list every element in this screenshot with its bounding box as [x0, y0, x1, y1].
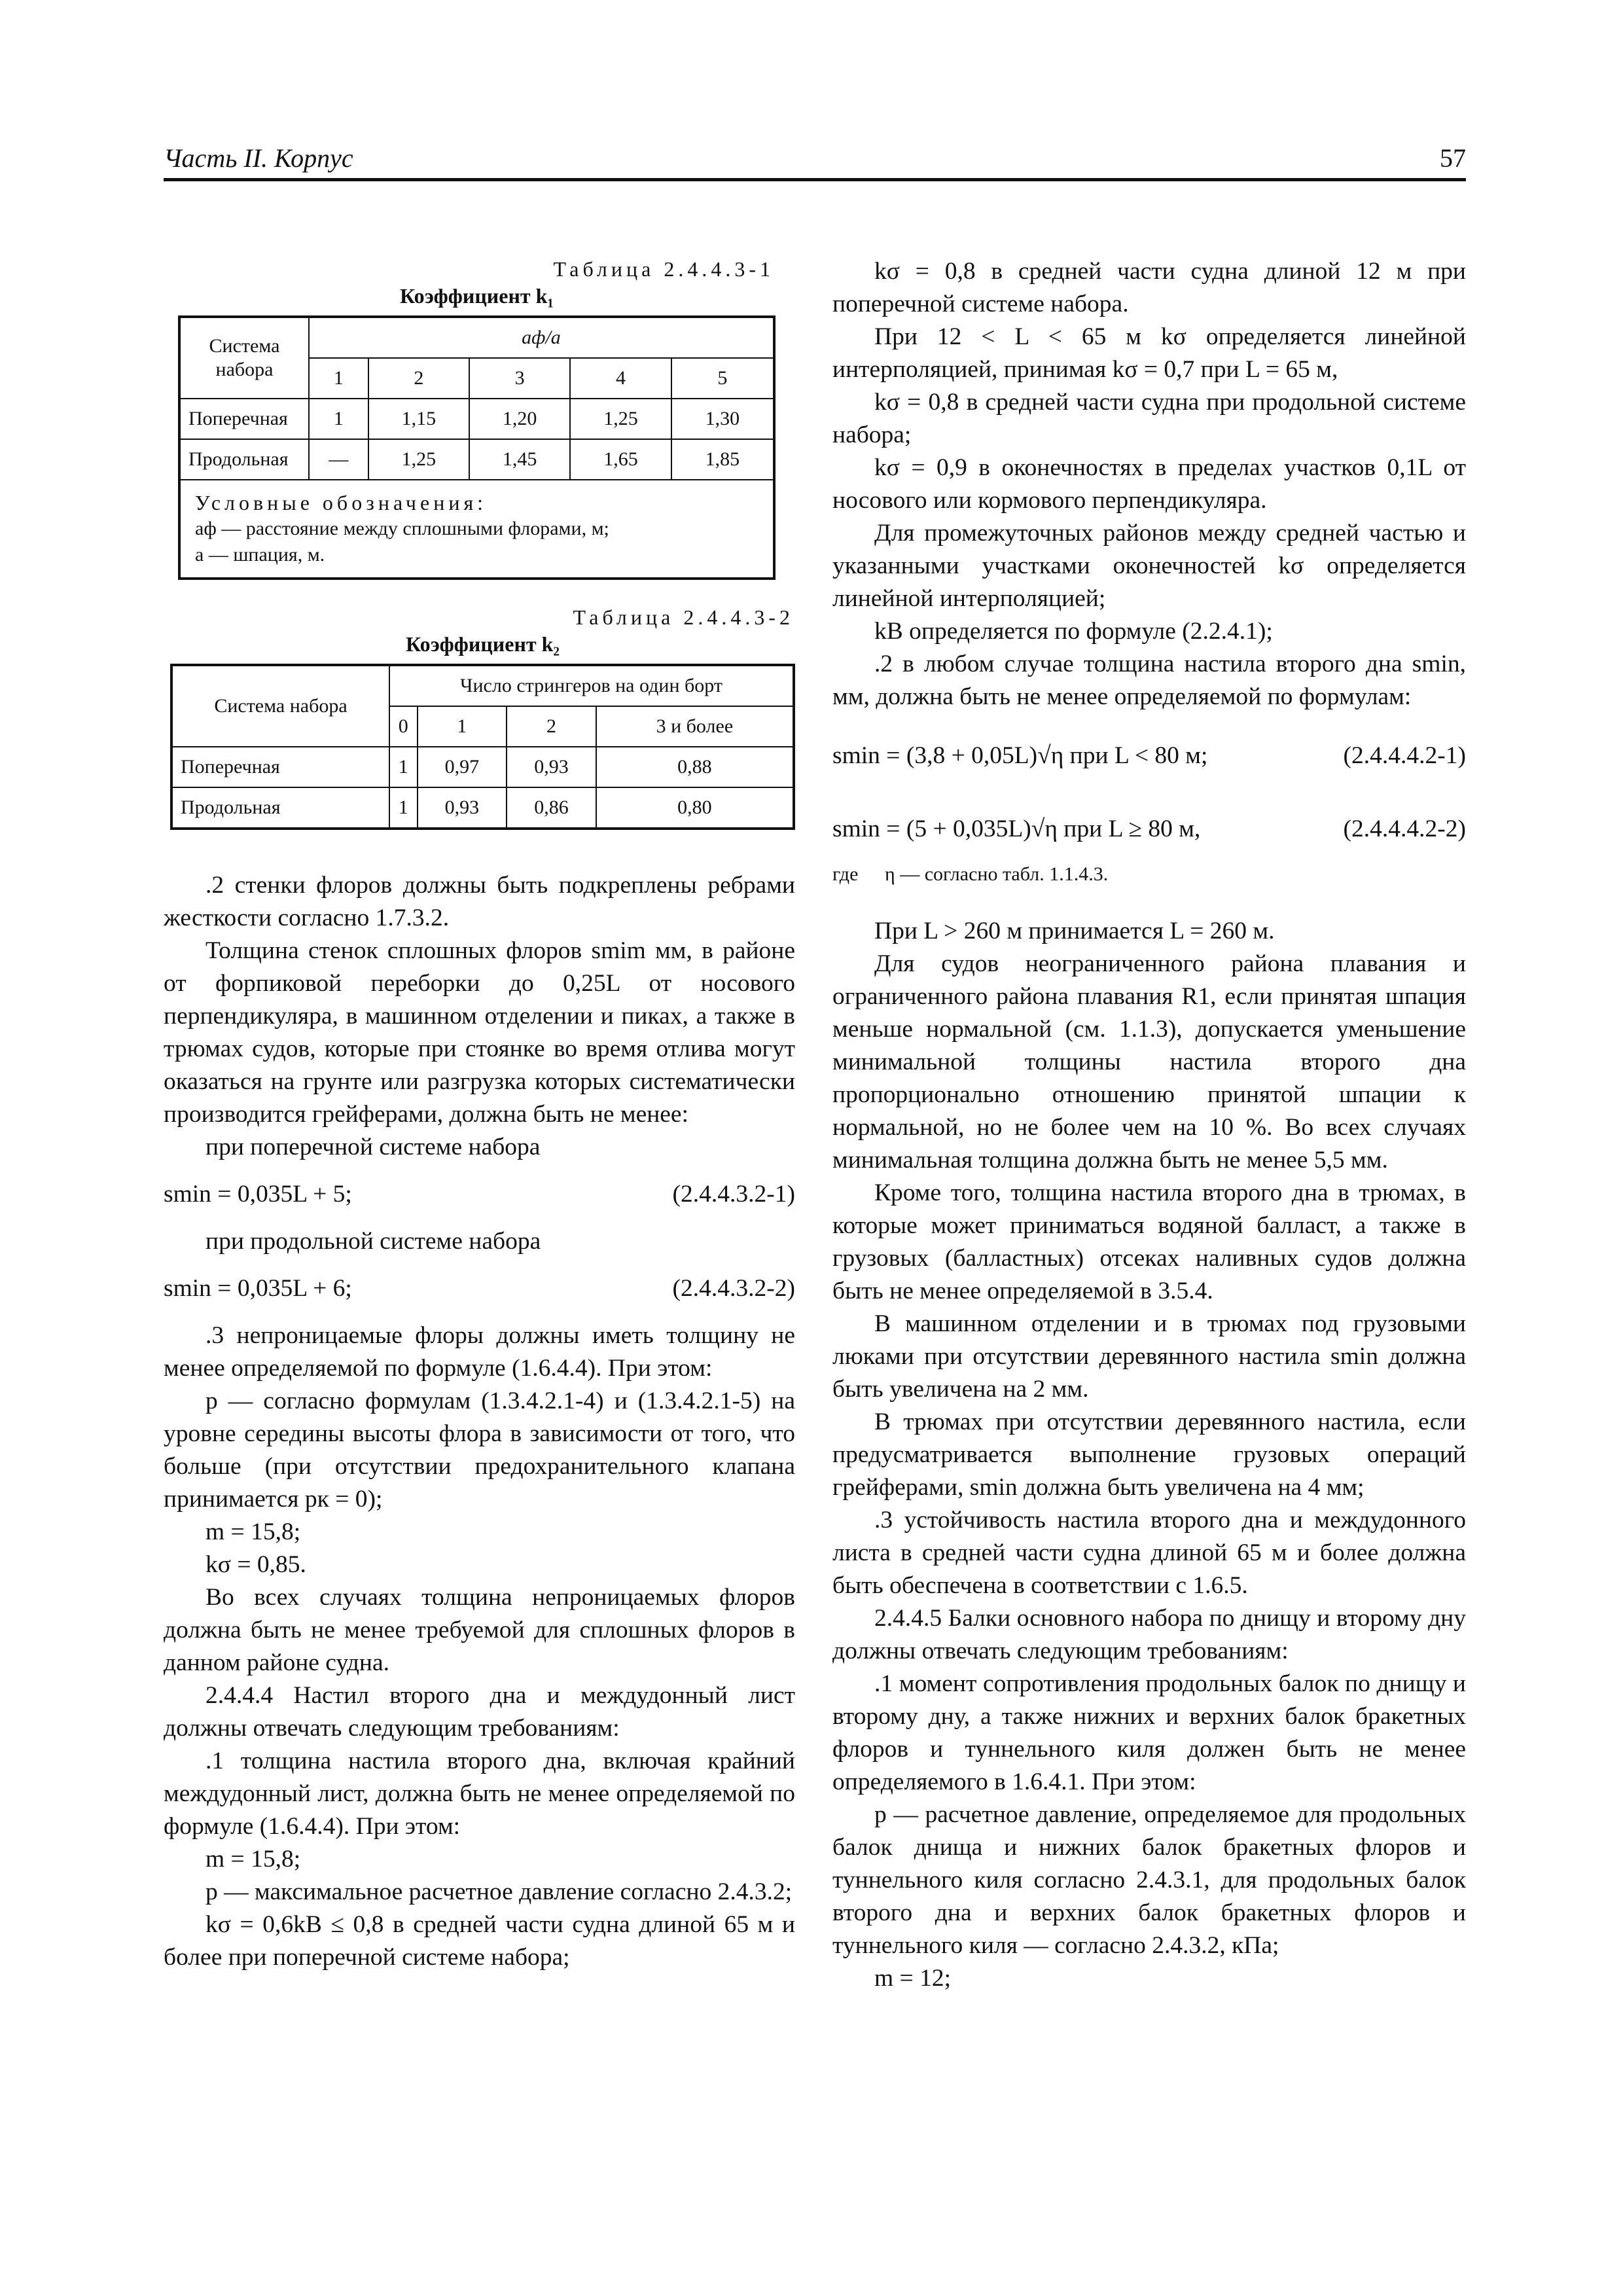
header-rule [164, 178, 1466, 181]
left-column [164, 255, 795, 1974]
table-cell: 1,25 [570, 399, 671, 439]
table-cell: 0,93 [418, 787, 507, 829]
table-2-col-4: 3 и более [596, 706, 794, 747]
table-2-row-label: Поперечная [171, 747, 389, 787]
formula [832, 740, 1466, 772]
table-row [179, 399, 774, 439]
table-1-legend [179, 480, 774, 579]
table-1-col-4: 4 [570, 358, 671, 399]
table-1-header-group: aф/a [309, 317, 774, 358]
table-1-row-label: Поперечная [179, 399, 309, 439]
table-2-block [170, 603, 795, 830]
table-1-header-system: Система набора [179, 317, 309, 399]
table-cell: 1,25 [368, 439, 469, 480]
paragraph: m = 12; [874, 1965, 951, 1992]
paragraph: p — максимальное расчетное давление согласно 2.4.3.2; [205, 1878, 793, 1905]
paragraph: Во всех случаях толщина непроницаемых флоров должна быть не менее требуемой для сплошных флоров в данном районе судна. [164, 1584, 795, 1676]
table-cell: 1,65 [570, 439, 671, 480]
table-1-col-5: 5 [671, 358, 774, 399]
table-2-col-1: 0 [389, 706, 418, 747]
table-cell: 0,86 [507, 787, 596, 829]
paragraph: kσ = 0,85. [205, 1551, 306, 1578]
formula-number: (2.4.4.4.2-1) [1343, 742, 1466, 769]
formula-number: (2.4.4.3.2-2) [672, 1275, 795, 1302]
table-1-row-label: Продольная [179, 439, 309, 480]
table-cell: 1,85 [671, 439, 774, 480]
paragraph: m = 15,8; [205, 1846, 301, 1873]
table-2-col-2: 1 [418, 706, 507, 747]
table-cell: 1,15 [368, 399, 469, 439]
paragraph: В трюмах при отсутствии деревянного настила, если предусматривается выполнение грузовых операций грейферами, smin должна быть увеличена на 4 мм; [832, 1408, 1466, 1501]
table-cell: 1 [309, 399, 368, 439]
legend-line: a — шпация, м. [195, 544, 325, 565]
page-number: 57 [1440, 143, 1466, 173]
paragraph: .3 устойчивость настила второго дна и междудонного листа в средней части судна длиной 65 м и более должна быть обеспечена в соответствии с 1.6.5. [832, 1507, 1466, 1599]
paragraph: 2.4.4.5 Балки основного набора по днищу и второму дну должны отвечать следующим требованиям: [832, 1605, 1466, 1664]
table-1 [178, 315, 776, 580]
table-row [171, 787, 794, 829]
paragraph: При 12 < L < 65 м kσ определяется линейной интерполяцией, принимая kσ = 0,7 при L = 65 м, [832, 323, 1466, 383]
paragraph: Кроме того, толщина настила второго дна в трюмах, в которые может приниматься водяной балласт, а также в грузовых (балластных) отсеках наливных судов должна быть не менее определяемой в 3.5.4. [832, 1179, 1466, 1304]
table-cell: 1,20 [469, 399, 570, 439]
formula [832, 813, 1466, 846]
paragraph: .3 непроницаемые флоры должны иметь толщину не менее определяемой по формуле (1.6.4.4). При этом: [164, 1322, 795, 1382]
paragraph: В машинном отделении и в трюмах под грузовыми люками при отсутствии деревянного настила smin должна быть увеличена на 2 мм. [832, 1310, 1466, 1403]
table-2-row-label: Продольная [171, 787, 389, 829]
right-column [832, 255, 1466, 1995]
paragraph: Толщина стенок сплошных флоров smim мм, в районе от форпиковой переборки до 0,25L от носового перпендикуляра, в машинном отделении и пиках, а также в трюмах судов, которые при стоянке во время отлива могут оказаться на грунте или разгрузка которых систематически производится грейферами, должна быть не менее: [164, 937, 795, 1128]
paragraph: .2 стенки флоров должны быть подкреплены ребрами жесткости согласно 1.7.3.2. [164, 872, 795, 931]
paragraph: .2 в любом случае толщина настила второго дна smin, мм, должна быть не менее определяемой по формулам: [832, 651, 1466, 710]
paragraph: kσ = 0,9 в оконечностях в пределах участков 0,1L от носового или кормового перпендикуляра. [832, 454, 1466, 514]
table-cell: 0,93 [507, 747, 596, 787]
table-cell: 1 [389, 787, 418, 829]
where-word: где [832, 863, 859, 885]
table-cell: 1,30 [671, 399, 774, 439]
table-1-caption: Таблица 2.4.4.3-1 [553, 257, 774, 281]
running-header [164, 143, 1466, 182]
table-row [171, 747, 794, 787]
paragraph: при продольной системе набора [205, 1228, 541, 1255]
table-row [179, 439, 774, 480]
table-2-header-group: Число стрингеров на один борт [389, 665, 794, 706]
formula-number: (2.4.4.4.2-2) [1343, 816, 1466, 842]
table-2-col-3: 2 [507, 706, 596, 747]
table-cell: — [309, 439, 368, 480]
formula [164, 1178, 795, 1211]
paragraph: .1 момент сопротивления продольных балок по днищу и второму дну, а также нижних и верхних балок бракетных флоров и туннельного киля должен быть не менее определяемого в 1.6.4.1. При этом: [832, 1670, 1466, 1795]
table-1-col-2: 2 [368, 358, 469, 399]
table-cell: 1 [389, 747, 418, 787]
where-note [832, 860, 1466, 889]
paragraph: При L > 260 м принимается L = 260 м. [874, 918, 1275, 944]
paragraph: m = 15,8; [205, 1518, 301, 1545]
paragraph: kσ = 0,8 в средней части судна длиной 12 м при поперечной системе набора. [832, 258, 1466, 317]
formula-expression: smin = (3,8 + 0,05L)√η при L < 80 м; [832, 742, 1208, 769]
table-2-caption: Таблица 2.4.4.3-2 [573, 605, 794, 629]
table-cell: 0,88 [596, 747, 794, 787]
table-2 [170, 664, 795, 830]
paragraph: Для судов неограниченного района плавания и ограниченного района плавания R1, если принятая шпация меньше нормальной (см. 1.1.3), допускается уменьшение минимальной толщины настила второго дна пропорционально отношению принятой шпации к нормальной, но не более чем на 10 %. Во всех случаях минимальная толщина должна быть не менее 5,5 мм. [832, 950, 1466, 1174]
table-cell: 0,80 [596, 787, 794, 829]
header-title: Часть II. Корпус [164, 143, 353, 173]
formula [164, 1272, 795, 1305]
paragraph: Для промежуточных районов между средней частью и указанными участками оконечностей kσ определяется линейной интерполяцией; [832, 520, 1466, 612]
paragraph: kσ = 0,6kB ≤ 0,8 в средней части судна длиной 65 м и более при поперечной системе набора; [164, 1911, 795, 1971]
table-cell: 0,97 [418, 747, 507, 787]
legend-title: Условные обозначения: [195, 491, 488, 514]
table-cell: 1,45 [469, 439, 570, 480]
formula-expression: smin = (5 + 0,035L)√η при L ≥ 80 м, [832, 816, 1201, 842]
formula-expression: smin = 0,035L + 5; [164, 1181, 352, 1208]
paragraph: kσ = 0,8 в средней части судна при продольной системе набора; [832, 389, 1466, 448]
table-1-col-3: 3 [469, 358, 570, 399]
table-1-col-1: 1 [309, 358, 368, 399]
paragraph: 2.4.4.4 Настил второго дна и междудонный лист должны отвечать следующим требованиям: [164, 1682, 795, 1742]
legend-line: aф — расстояние между сплошными флорами, м; [195, 518, 609, 539]
paragraph: p — согласно формулам (1.3.4.2.1-4) и (1.3.4.2.1-5) на уровне середины высоты флора в зависимости от того, что больше (при отсутствии предохранительного клапана принимается pк = 0); [164, 1388, 795, 1513]
paragraph: при поперечной системе набора [205, 1134, 541, 1160]
table-1-block [178, 255, 776, 580]
table-2-title: Коэффициент k₂ [406, 632, 560, 656]
paragraph: .1 толщина настила второго дна, включая крайний междудонный лист, должна быть не менее определяемой по формуле (1.6.4.4). При этом: [164, 1748, 795, 1840]
table-1-title: Коэффициент k₁ [400, 284, 554, 308]
table-2-header-system: Система набора [171, 665, 389, 747]
paragraph: kB определяется по формуле (2.2.4.1); [874, 618, 1273, 645]
formula-number: (2.4.4.3.2-1) [672, 1181, 795, 1208]
formula-expression: smin = 0,035L + 6; [164, 1275, 352, 1302]
where-text: η — согласно табл. 1.1.4.3. [885, 863, 1109, 885]
paragraph: p — расчетное давление, определяемое для продольных балок днища и нижних балок бракетных флоров и туннельного киля согласно 2.4.3.1, для продольных балок второго дна и верхних балок бракетных флоров и туннельного киля — согласно 2.4.3.2, кПа; [832, 1801, 1466, 1959]
